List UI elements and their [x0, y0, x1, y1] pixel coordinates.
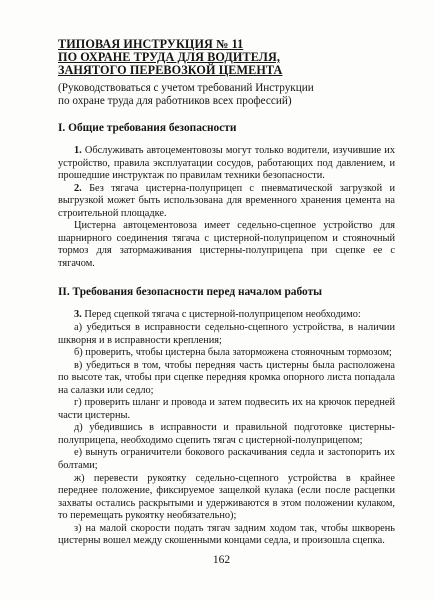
paragraph-text: з) на малой скорости подать тягач задним ходом так, чтобы шкворень цистерны вошел между скошенными концами седла, и произошла сцепка.	[58, 522, 395, 547]
title-line: ПО ОХРАНЕ ТРУДА ДЛЯ ВОДИТЕЛЯ,	[58, 50, 280, 64]
list-item	[58, 473, 395, 523]
list-item	[58, 447, 395, 472]
section-general-body	[58, 145, 395, 270]
paragraph-text: б) проверить, чтобы цистерна была заторможена стояночным тормозом;	[74, 347, 392, 359]
list-item	[58, 322, 395, 347]
paragraph-text: д) убедившись в исправности и правильной подготовке цистерны-полуприцепа, необходимо сцепить тягач с цистерной-полуприцепом;	[58, 422, 395, 446]
paragraph	[58, 183, 395, 221]
note-line: (Руководствоваться с учетом требований Инструкции	[58, 82, 314, 94]
paragraph-text: Обслуживать автоцементовозы могут только водители, изучившие их устройство, правила эксплуатации сосудов, работающих под давлением, и прошедшие инструктаж по правилам техники безопасности.	[58, 145, 395, 182]
page-number: 162	[212, 554, 231, 566]
paragraph	[58, 309, 395, 322]
paragraph-text: в) убедиться в том, чтобы передняя часть цистерны была расположена по высоте так, чтобы при сцепке передняя кромка опорного листа попадала на салазки или седло;	[58, 359, 395, 396]
guidance-note	[58, 82, 395, 108]
note-line: по охране труда для работников всех профессий)	[58, 95, 292, 107]
section-heading-before-work: II. Требования безопасности перед началом работы	[58, 286, 323, 299]
list-item	[58, 347, 395, 360]
paragraph-number: 3.	[74, 309, 82, 321]
document-title	[58, 38, 395, 77]
section-heading-general: I. Общие требования безопасности	[58, 122, 237, 134]
list-item	[58, 360, 395, 398]
paragraph	[58, 145, 395, 183]
paragraph-number: 1.	[74, 145, 82, 156]
paragraph-text: ж) перевести рукоятку седельно-сцепного устройства в крайнее переднее положение, фиксируемое защелкой кулака (если после расцепки захваты остались раскрытыми и удерживаются в этом положении кулаком, то перемещать рукоятку необязательно);	[58, 472, 395, 522]
paragraph-text: е) вынуть ограничители бокового раскачивания седла и застопорить их болтами;	[58, 447, 395, 472]
list-item	[58, 523, 395, 548]
section-before-work-body	[58, 309, 395, 547]
list-item	[58, 422, 395, 447]
list-item	[58, 397, 395, 422]
title-line: ТИПОВАЯ ИНСТРУКЦИЯ № 11	[58, 37, 244, 51]
paragraph-text: Цистерна автоцементовоза имеет седельно-сцепное устройство для шарнирного соединения тягача с цистерной-полуприцепом и стояночный тормоз для затормаживания цистерны-полуприцепа при сцепке ее с тягачом.	[58, 220, 395, 269]
paragraph-text: а) убедиться в исправности седельно-сцепного устройства, в наличии шкворня и в исправности крепления;	[58, 322, 395, 346]
paragraph	[58, 220, 395, 270]
paragraph-number: 2.	[74, 182, 82, 194]
paragraph-text: Перед сцепкой тягача с цистерной-полуприцепом необходимо:	[81, 309, 361, 321]
paragraph-text: Без тягача цистерна-полуприцеп с пневматической загрузкой и выгрузкой может быть использована для временного хранения цемента на строительной площадке.	[58, 182, 395, 219]
paragraph-text: г) проверить шланг и провода и затем подвесить их на крючок передней части цистерны.	[58, 397, 395, 421]
title-line: ЗАНЯТОГО ПЕРЕВОЗКОЙ ЦЕМЕНТА	[58, 63, 283, 77]
